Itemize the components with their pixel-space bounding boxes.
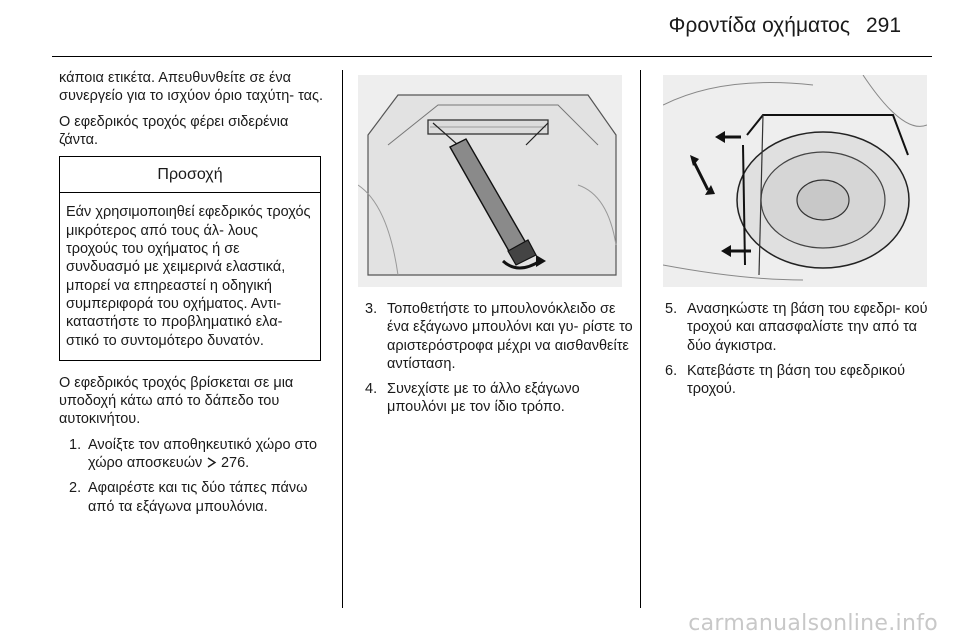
step-text: Κατεβάστε τη βάση του εφεδρικού τροχού. xyxy=(687,362,906,398)
column-3 xyxy=(665,300,935,405)
step-number: 5. xyxy=(665,301,678,317)
step-4 xyxy=(365,380,633,417)
step-number: 3. xyxy=(365,301,378,317)
step-text: Ανοίξτε τον αποθηκευτικό χώρο στο χώρο αποσκευών xyxy=(88,436,318,472)
paragraph-location: Ο εφεδρικός τροχός βρίσκεται σε μια υποδοχή κάτω από το δάπεδο του αυτοκινήτου. xyxy=(59,374,294,428)
header-rule xyxy=(52,56,932,57)
step-number: 6. xyxy=(665,362,678,379)
step-text: Ανασηκώστε τη βάση του εφεδρι- κού τροχού και απασφαλίστε την από τα δύο άγκιστρα. xyxy=(687,301,928,354)
step-text: Συνεχίστε με το άλλο εξάγωνο μπουλόνι με τον ίδιο τρόπο. xyxy=(387,381,580,416)
step-2 xyxy=(59,479,329,516)
step-number: 1. xyxy=(69,436,82,453)
page-reference-arrow-icon xyxy=(206,455,221,470)
step-6 xyxy=(665,362,935,399)
caution-body: Εάν χρησιμοποιηθεί εφεδρικός τροχός μικρότερος από τους άλ- λους τροχούς του οχήματος ή σε συνδυασμό με χειμερινά ελαστικά, μπορεί να επηρεαστεί η οδηγική συμπεριφορά του οχήματος. Αντι- καταστήστε το προβληματικό ελα- στικό το συντομότερο δυνατόν. xyxy=(66,204,311,349)
column-2 xyxy=(365,300,633,424)
step-text: Αφαιρέστε και τις δύο τάπες πάνω από τα εξάγωνα μπουλόνια. xyxy=(88,480,308,515)
step-1 xyxy=(59,436,329,473)
watermark: carmanualsonline.info xyxy=(688,611,938,636)
caution-box xyxy=(59,156,321,361)
step-5 xyxy=(665,300,935,355)
caution-title: Προσοχή xyxy=(60,157,320,193)
illustration-wrench-bolt xyxy=(358,75,622,287)
page-reference: 276. xyxy=(220,455,250,472)
column-divider-2 xyxy=(640,70,641,608)
column-divider-1 xyxy=(342,70,343,608)
page-title: Φροντίδα οχήματος xyxy=(668,14,850,37)
illustration-spare-wheel-carrier xyxy=(663,75,927,287)
step-3 xyxy=(365,300,633,373)
paragraph-speed-limit: κάποια ετικέτα. Απευθυνθείτε σε ένα συνεργείο για το ισχύον όριο ταχύτη- τας. xyxy=(59,70,324,105)
page-number: 291 xyxy=(866,14,902,37)
column-1 xyxy=(59,69,329,523)
step-number: 2. xyxy=(69,480,82,497)
step-text: Τοποθετήστε το μπουλονόκλειδο σε ένα εξάγωνο μπουλόνι και γυ- ρίστε το αριστερόστροφα μέχρι να αισθανθείτε αντίσταση. xyxy=(387,301,633,372)
paragraph-steel-rim: Ο εφεδρικός τροχός φέρει σιδερένια ζάντα. xyxy=(59,113,289,148)
step-number: 4. xyxy=(365,381,378,398)
